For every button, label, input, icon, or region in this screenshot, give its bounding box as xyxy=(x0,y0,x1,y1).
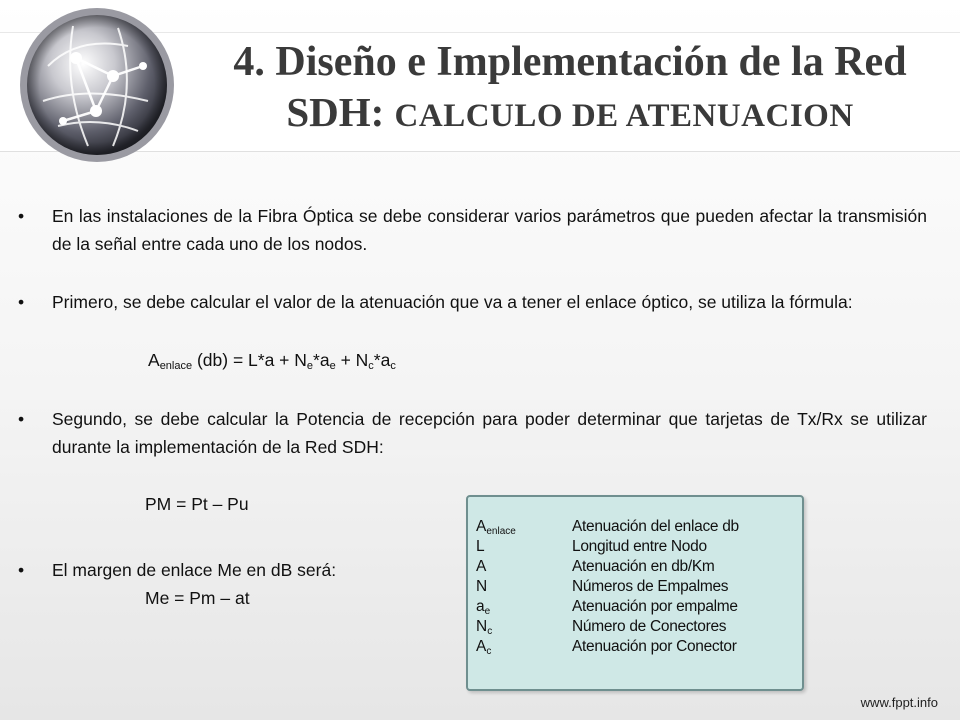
attenuation-formula xyxy=(148,350,396,372)
legend-description: Atenuación por empalme xyxy=(572,598,738,615)
bullet-text: Segundo, se debe calcular la Potencia de recepción para poder determinar que tarjetas de Tx/Rx se utilizar durante la implementación de la Red SDH: xyxy=(52,409,927,457)
legend-symbol: $A_c$ xyxy=(476,638,492,657)
page-title-line1: 4. Diseño e Implementación de la Red xyxy=(233,39,907,85)
bullet-dot: • xyxy=(18,409,25,429)
watermark-link[interactable]: www.fppt.info xyxy=(860,695,938,710)
formula-A: A xyxy=(148,350,160,370)
formula-sub: c xyxy=(368,360,374,372)
legend-description: Atenuación del enlace db xyxy=(572,518,739,535)
legend-symbol: $A_{enlace}$ xyxy=(476,518,516,537)
legend-description: Longitud entre Nodo xyxy=(572,538,707,555)
legend-symbol: L xyxy=(476,538,485,555)
formula-sub: e xyxy=(329,360,336,372)
legend-description: Números de Empalmes xyxy=(572,578,729,595)
bullet-dot: • xyxy=(18,292,25,312)
bullet-item-1 xyxy=(18,202,927,258)
legend-description: Atenuación por Conector xyxy=(572,638,737,655)
power-formula: PM = Pt – Pu xyxy=(145,494,249,514)
legend-symbol: N xyxy=(476,578,488,595)
formula-part: + N xyxy=(335,350,369,370)
legend-symbol: $N_c$ xyxy=(476,618,493,637)
margin-formula: Me = Pm – at xyxy=(145,588,250,608)
bullet-item-2 xyxy=(18,288,927,316)
bullet-text: En las instalaciones de la Fibra Óptica se debe considerar varios parámetros que pueden afectar la transmisión de la señal entre cada uno de los nodos. xyxy=(52,206,927,254)
formula-A-sub: enlace xyxy=(159,360,193,372)
legend-symbol: $a_e$ xyxy=(476,598,491,617)
legend-description: Número de Conectores xyxy=(572,618,727,635)
formula-sub: e xyxy=(306,360,314,372)
bullet-dot: • xyxy=(18,206,25,226)
title-smallcaps: CALCULO DE ATENUACION xyxy=(394,98,854,134)
title-prefix: SDH: xyxy=(286,89,395,135)
bullet-item-3 xyxy=(18,405,927,461)
formula-sub: c xyxy=(390,360,396,372)
legend-description: Atenuación en db/Km xyxy=(572,558,715,575)
bullet-dot: • xyxy=(18,560,25,580)
legend-symbol: A xyxy=(476,558,487,575)
variables-legend-box xyxy=(466,495,804,691)
globe-network-icon xyxy=(18,6,176,164)
page-title-line2 xyxy=(180,88,960,136)
bullet-text: Primero, se debe calcular el valor de la atenuación que va a tener el enlace óptico, se utiliza la fórmula: xyxy=(52,292,853,312)
bullet-text: El margen de enlace Me en dB será: xyxy=(52,560,337,580)
formula-part: *a xyxy=(313,350,330,370)
formula-part: *a xyxy=(373,350,391,370)
formula-part: (db) = L*a + N xyxy=(192,350,307,370)
